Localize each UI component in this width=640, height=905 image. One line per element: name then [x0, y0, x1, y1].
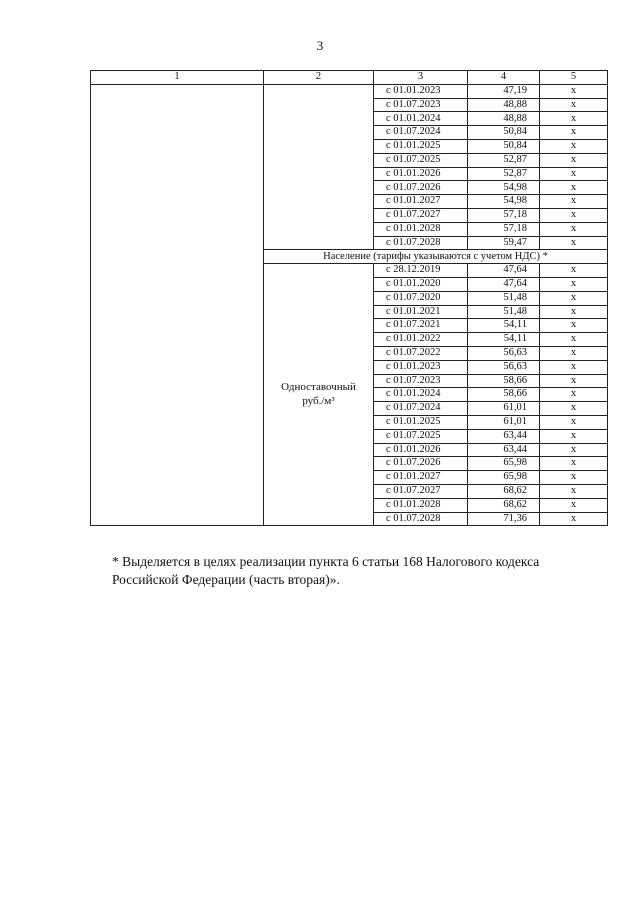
- tariff-value: 58,66: [468, 374, 540, 388]
- tariff-date: с 01.01.2020: [374, 277, 468, 291]
- tariff-type: Одноставочный: [281, 380, 356, 393]
- tariff-value: 57,18: [468, 222, 540, 236]
- tariff-mark: x: [540, 222, 608, 236]
- tariff-date: с 01.07.2027: [374, 208, 468, 222]
- tariff-value: 51,48: [468, 291, 540, 305]
- tariff-value: 56,63: [468, 346, 540, 360]
- tariff-mark: x: [540, 512, 608, 526]
- tariff-mark: x: [540, 388, 608, 402]
- tariff-mark: x: [540, 319, 608, 333]
- tariff-value: 47,64: [468, 264, 540, 278]
- tariff-value: 59,47: [468, 236, 540, 250]
- tariff-date: с 01.07.2023: [374, 98, 468, 112]
- tariff-value: 48,88: [468, 112, 540, 126]
- tariff-date: с 01.07.2025: [374, 429, 468, 443]
- tariff-date: с 28.12.2019: [374, 264, 468, 278]
- tariff-table: [90, 70, 608, 526]
- tariff-mark: x: [540, 277, 608, 291]
- tariff-date: с 01.01.2025: [374, 415, 468, 429]
- tariff-value: 52,87: [468, 167, 540, 181]
- footnote: * Выделяется в целях реализации пункта 6 статьи 168 Налогового кодекса Российской Федерации (часть вторая)».: [112, 554, 540, 587]
- tariff-value: 65,98: [468, 457, 540, 471]
- tariff-date: с 01.01.2028: [374, 498, 468, 512]
- tariff-date: с 01.07.2024: [374, 402, 468, 416]
- tariff-value: 61,01: [468, 402, 540, 416]
- tariff-mark: x: [540, 374, 608, 388]
- tariff-mark: x: [540, 443, 608, 457]
- tariff-date: с 01.07.2024: [374, 126, 468, 140]
- tariff-mark: x: [540, 498, 608, 512]
- tariff-mark: x: [540, 153, 608, 167]
- tariff-mark: x: [540, 305, 608, 319]
- tariff-value: 63,44: [468, 429, 540, 443]
- column-header-5: 5: [540, 71, 608, 85]
- tariff-value: 50,84: [468, 139, 540, 153]
- tariff-date: с 01.01.2023: [374, 84, 468, 98]
- tariff-value: 68,62: [468, 498, 540, 512]
- column-header-1: 1: [91, 71, 264, 85]
- tariff-value: 71,36: [468, 512, 540, 526]
- tariff-mark: x: [540, 98, 608, 112]
- tariff-date: с 01.01.2027: [374, 471, 468, 485]
- tariff-mark: x: [540, 402, 608, 416]
- column-header-4: 4: [468, 71, 540, 85]
- tariff-mark: x: [540, 415, 608, 429]
- tariff-date: с 01.01.2025: [374, 139, 468, 153]
- tariff-date: с 01.07.2021: [374, 319, 468, 333]
- tariff-date: с 01.07.2025: [374, 153, 468, 167]
- page-number: 3: [316, 38, 324, 53]
- tariff-type-cell: [264, 264, 374, 526]
- tariff-date: с 01.01.2024: [374, 388, 468, 402]
- tariff-date: с 01.01.2026: [374, 167, 468, 181]
- tariff-mark: x: [540, 126, 608, 140]
- tariff-mark: x: [540, 139, 608, 153]
- section-title: Население (тарифы указываются с учетом НДС) *: [264, 250, 608, 264]
- tariff-mark: x: [540, 360, 608, 374]
- tariff-mark: x: [540, 346, 608, 360]
- tariff-mark: x: [540, 84, 608, 98]
- tariff-value: 50,84: [468, 126, 540, 140]
- tariff-value: 57,18: [468, 208, 540, 222]
- tariff-mark: x: [540, 457, 608, 471]
- tariff-type-cell-empty: [264, 84, 374, 250]
- tariff-value: 51,48: [468, 305, 540, 319]
- tariff-date: с 01.01.2022: [374, 333, 468, 347]
- tariff-value: 56,63: [468, 360, 540, 374]
- tariff-value: 54,98: [468, 195, 540, 209]
- tariff-mark: x: [540, 291, 608, 305]
- organization-cell: [91, 84, 264, 526]
- tariff-value: 68,62: [468, 484, 540, 498]
- tariff-date: с 01.07.2020: [374, 291, 468, 305]
- tariff-mark: x: [540, 264, 608, 278]
- tariff-date: с 01.07.2023: [374, 374, 468, 388]
- tariff-value: 54,11: [468, 333, 540, 347]
- tariff-mark: x: [540, 429, 608, 443]
- tariff-value: 54,98: [468, 181, 540, 195]
- table-body: [91, 84, 608, 526]
- column-header-2: 2: [264, 71, 374, 85]
- table-row: [91, 84, 608, 98]
- tariff-date: с 01.01.2028: [374, 222, 468, 236]
- tariff-value: 63,44: [468, 443, 540, 457]
- tariff-mark: x: [540, 181, 608, 195]
- tariff-date: с 01.07.2028: [374, 512, 468, 526]
- tariff-value: 61,01: [468, 415, 540, 429]
- tariff-date: с 01.01.2026: [374, 443, 468, 457]
- tariff-mark: x: [540, 167, 608, 181]
- tariff-date: с 01.07.2026: [374, 181, 468, 195]
- tariff-date: с 01.01.2024: [374, 112, 468, 126]
- tariff-mark: x: [540, 112, 608, 126]
- tariff-mark: x: [540, 484, 608, 498]
- tariff-unit: руб./м³: [302, 394, 335, 407]
- tariff-date: с 01.07.2022: [374, 346, 468, 360]
- column-header-3: 3: [374, 71, 468, 85]
- tariff-value: 48,88: [468, 98, 540, 112]
- tariff-date: с 01.07.2028: [374, 236, 468, 250]
- tariff-value: 47,64: [468, 277, 540, 291]
- tariff-value: 54,11: [468, 319, 540, 333]
- tariff-mark: x: [540, 208, 608, 222]
- tariff-date: с 01.07.2026: [374, 457, 468, 471]
- tariff-date: с 01.01.2021: [374, 305, 468, 319]
- tariff-mark: x: [540, 195, 608, 209]
- tariff-mark: x: [540, 333, 608, 347]
- table-header-row: [91, 71, 608, 85]
- tariff-value: 58,66: [468, 388, 540, 402]
- tariff-date: с 01.07.2027: [374, 484, 468, 498]
- tariff-mark: x: [540, 236, 608, 250]
- tariff-value: 65,98: [468, 471, 540, 485]
- tariff-date: с 01.01.2023: [374, 360, 468, 374]
- tariff-value: 47,19: [468, 84, 540, 98]
- tariff-date: с 01.01.2027: [374, 195, 468, 209]
- tariff-mark: x: [540, 471, 608, 485]
- tariff-value: 52,87: [468, 153, 540, 167]
